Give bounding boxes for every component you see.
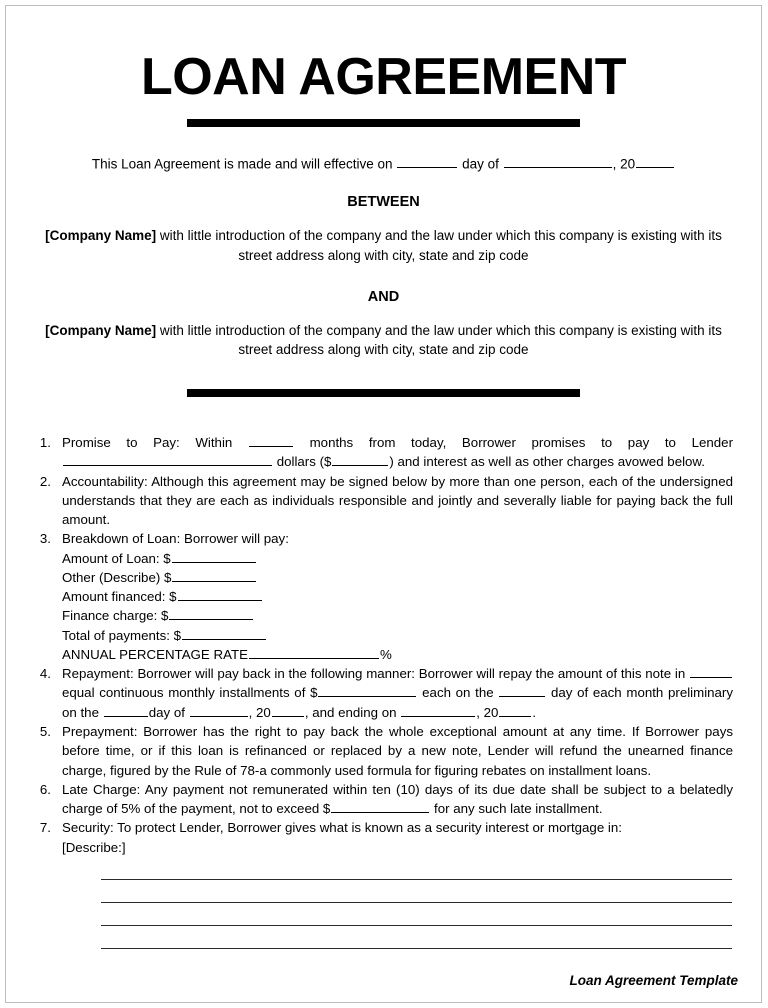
document-page <box>5 5 762 1003</box>
clause-accountability <box>34 472 733 530</box>
repay-seg-e: day of <box>148 704 185 720</box>
clause-number: 3. <box>39 531 51 547</box>
clause-text <box>62 433 733 472</box>
apr-blank[interactable] <box>249 647 379 659</box>
amount-financed-blank[interactable] <box>178 589 262 601</box>
clause-text <box>62 780 733 819</box>
breakdown-row-finance-charge <box>62 606 733 625</box>
clause-text <box>62 818 733 857</box>
repay-seg-c: each on the <box>422 685 494 701</box>
prelim-month-blank[interactable] <box>190 705 248 717</box>
security-description-lines <box>6 879 761 949</box>
year-blank[interactable] <box>636 156 674 168</box>
party-one-name: [Company Name] <box>45 228 157 244</box>
ending-month-blank[interactable] <box>401 705 475 717</box>
signature-rule[interactable] <box>101 879 732 880</box>
section-divider-bar <box>187 389 580 397</box>
footer-label: Loan Agreement Template <box>569 973 738 988</box>
breakdown-row-other <box>62 568 733 587</box>
clause-number: 7. <box>39 820 51 836</box>
signature-rule[interactable] <box>101 948 732 949</box>
day-blank[interactable] <box>397 156 457 168</box>
security-text: Security: To protect Lender, Borrower gives what is known as a security interest or mortgage in: <box>62 820 622 836</box>
late-seg-b: for any such late installment. <box>434 801 603 817</box>
clause-text <box>62 529 733 664</box>
breakdown-row-amount-of-loan <box>62 549 733 568</box>
party-one-text: with little introduction of the company and the law under which this company is existing with its street address along with city, state and zip code <box>156 228 722 263</box>
finance-charge-blank[interactable] <box>169 608 253 620</box>
row-label: Other (Describe) $ <box>62 569 172 585</box>
repay-seg-g: , and ending on <box>304 704 397 720</box>
clause-number: 4. <box>39 666 51 682</box>
late-seg-a: Late Charge: Any payment not remunerated within ten (10) days of its due date shall be subject to a belatedly charge of 5% of the payment, not to exceed $ <box>62 781 733 817</box>
clause-text: Prepayment: Borrower has the right to pay back the whole exceptional amount at any time. If Borrower pays before time, or if this loan is refinanced or replaced by a new note, Lender will refund the unearned finance charge, figured by the Rule of 78-a commonly used formula for figuring rebates on installment loans. <box>62 724 733 778</box>
month-blank[interactable] <box>504 156 612 168</box>
repay-seg-a: Repayment: Borrower will pay back in the following manner: Borrower will repay the amount of this note in <box>62 666 686 682</box>
installment-day-blank[interactable] <box>499 685 545 697</box>
months-blank[interactable] <box>249 435 293 447</box>
effective-date-line <box>6 156 761 171</box>
signature-rule[interactable] <box>101 925 732 926</box>
prelim-year-blank[interactable] <box>272 705 304 717</box>
clause-late-charge <box>34 780 733 819</box>
clause-promise-to-pay <box>34 433 733 472</box>
day-of-label: day of <box>462 156 499 172</box>
promise-seg-c: dollars ($ <box>276 454 332 470</box>
repay-seg-i: . <box>532 704 537 720</box>
clause-text <box>62 664 733 722</box>
installment-count-blank[interactable] <box>690 666 732 678</box>
title-underline-bar <box>187 119 580 127</box>
party-two <box>32 321 735 359</box>
row-label: Finance charge: $ <box>62 608 169 624</box>
and-label: AND <box>367 288 400 305</box>
security-describe-label: [Describe:] <box>62 839 126 855</box>
breakdown-row-total-of-payments <box>62 626 733 645</box>
installment-amount-blank[interactable] <box>318 685 416 697</box>
clause-repayment <box>34 664 733 722</box>
signature-rule[interactable] <box>101 902 732 903</box>
other-describe-blank[interactable] <box>172 570 256 582</box>
row-label: Total of payments: $ <box>62 627 181 643</box>
page-title: LOAN AGREEMENT <box>140 48 627 106</box>
prelim-day-blank[interactable] <box>104 705 148 717</box>
clause-number: 2. <box>39 473 51 489</box>
promise-seg-a: Promise to Pay: Within <box>62 435 233 451</box>
breakdown-row-apr <box>62 645 733 664</box>
amount-of-loan-blank[interactable] <box>172 550 256 562</box>
party-one <box>32 226 735 264</box>
repay-seg-d: day of each month preliminary on the <box>62 685 734 720</box>
ending-year-blank[interactable] <box>499 705 531 717</box>
total-of-payments-blank[interactable] <box>182 627 266 639</box>
lender-amount-words-blank[interactable] <box>63 454 272 466</box>
apr-suffix: % <box>379 646 392 662</box>
repay-seg-b: equal continuous monthly installments of $ <box>62 685 318 701</box>
late-charge-max-blank[interactable] <box>331 801 429 813</box>
repay-seg-h: , 20 <box>476 704 499 720</box>
party-two-name: [Company Name] <box>45 322 157 338</box>
row-label: Amount of Loan: $ <box>62 550 171 566</box>
promise-seg-d: ) and interest as well as other charges avowed below. <box>389 454 705 470</box>
clause-text: Accountability: Although this agreement may be signed below by more than one person, each of the undersigned understands that they are each as individuals responsible and jointly and severally liable for paying back the full amount. <box>62 473 733 528</box>
clause-number: 6. <box>39 781 51 797</box>
breakdown-row-amount-financed <box>62 587 733 606</box>
clause-prepayment <box>34 722 733 780</box>
clause-number: 1. <box>39 435 51 451</box>
row-label: Amount financed: $ <box>62 589 177 605</box>
lender-amount-blank[interactable] <box>332 454 388 466</box>
clause-list <box>34 433 733 857</box>
between-label: BETWEEN <box>347 194 420 211</box>
clause-number: 5. <box>39 724 51 740</box>
breakdown-heading: Breakdown of Loan: Borrower will pay: <box>62 531 289 547</box>
apr-label: ANNUAL PERCENTAGE RATE <box>62 646 248 662</box>
repay-seg-f: , 20 <box>248 704 271 720</box>
promise-seg-b: months from today, Borrower promises to pay to Lender <box>309 435 733 451</box>
effective-date-prefix: This Loan Agreement is made and will effective on <box>91 156 393 172</box>
party-two-text: with little introduction of the company and the law under which this company is existing with its street address along with city, state and zip code <box>156 322 722 357</box>
year-prefix: , 20 <box>612 156 636 172</box>
clause-breakdown-of-loan <box>34 529 733 664</box>
document-body <box>6 6 761 1002</box>
clause-security <box>34 818 733 857</box>
